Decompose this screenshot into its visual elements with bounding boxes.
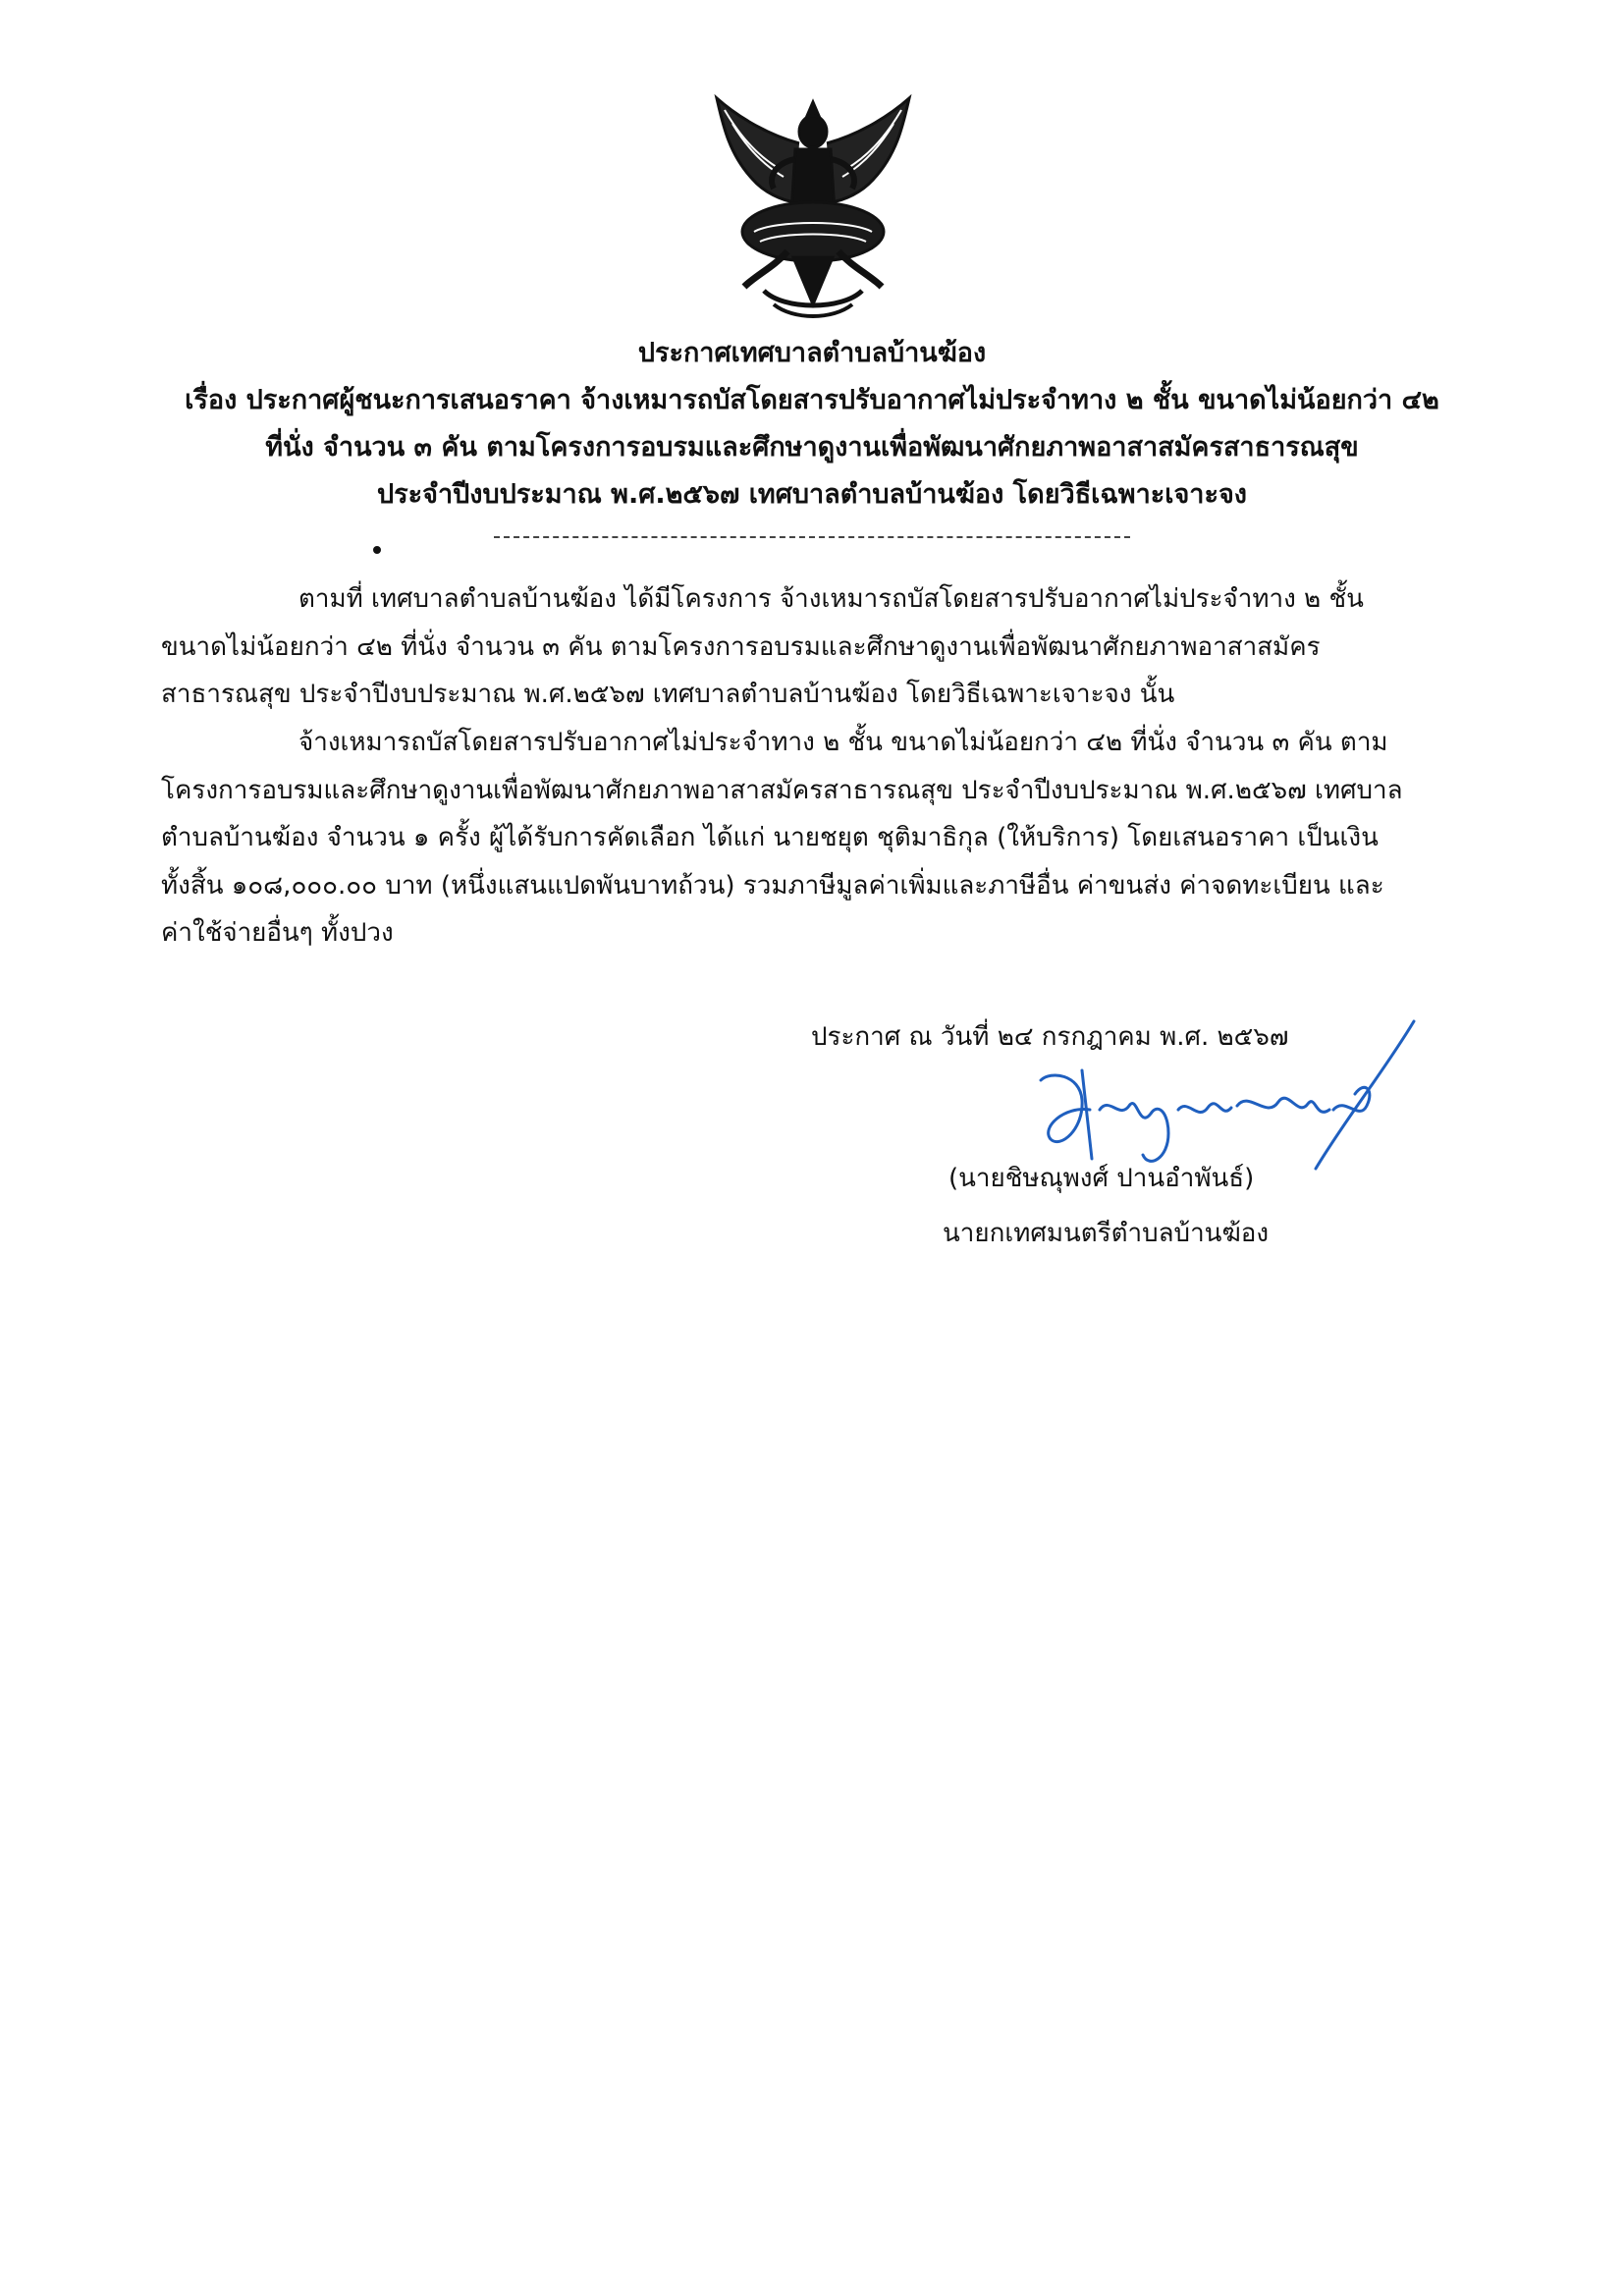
- title-line: เรื่อง ประกาศผู้ชนะการเสนอราคา จ้างเหมารถบัสโดยสารปรับอากาศไม่ประจำทาง ๒ ชั้น ขนาดไม่น้อยกว่า ๔๒: [185, 385, 1439, 415]
- paragraph-line: ทั้งสิ้น ๑๐๘,๐๐๐.๐๐ บาท (หนึ่งแสนแปดพันบาทถ้วน) รวมภาษีมูลค่าเพิ่มและภาษีอื่น ค่าขนส่ง ค่าจดทะเบียน และ: [161, 870, 1384, 901]
- title-line: ประจำปีงบประมาณ พ.ศ.๒๕๖๗ เทศบาลตำบลบ้านฆ้อง โดยวิธีเฉพาะเจาะจง: [377, 479, 1247, 510]
- ink-dot: [373, 546, 381, 554]
- paragraph-line: ค่าใช้จ่ายอื่นๆ ทั้งปวง: [161, 918, 394, 948]
- paragraph-1: [161, 575, 1467, 719]
- paragraph-line: จ้างเหมารถบัสโดยสารปรับอากาศไม่ประจำทาง ๒ ชั้น ขนาดไม่น้อยกว่า ๔๒ ที่นั่ง จำนวน ๓ คัน ตาม: [298, 728, 1388, 757]
- title-line: ที่นั่ง จำนวน ๓ คัน ตามโครงการอบรมและศึกษาดูงานเพื่อพัฒนาศักยภาพอาสาสมัครสาธารณสุข: [265, 432, 1359, 463]
- paragraph-2: [161, 719, 1467, 957]
- signer-name: (นายชิษณุพงศ์ ปานอำพันธ์): [948, 1164, 1255, 1193]
- paragraph-line: ตามที่ เทศบาลตำบลบ้านฆ้อง ได้มีโครงการ จ้างเหมารถบัสโดยสารปรับอากาศไม่ประจำทาง ๒ ชั้น: [298, 584, 1364, 614]
- paragraph-line: ขนาดไม่น้อยกว่า ๔๒ ที่นั่ง จำนวน ๓ คัน ตามโครงการอบรมและศึกษาดูงานเพื่อพัฒนาศักยภาพอาสาสมัคร: [161, 631, 1321, 662]
- garuda-emblem-icon: [705, 94, 921, 326]
- paragraph-line: สาธารณสุข ประจำปีงบประมาณ พ.ศ.๒๕๖๗ เทศบาลตำบลบ้านฆ้อง โดยวิธีเฉพาะเจาะจง นั้น: [161, 680, 1175, 709]
- paragraph-line: ตำบลบ้านฆ้อง จำนวน ๑ ครั้ง ผู้ได้รับการคัดเลือก ได้แก่ นายชยุต ชุติมาธิกุล (ให้บริการ) โดยเสนอราคา เป็นเงิน: [161, 823, 1379, 852]
- title-line: ประกาศเทศบาลตำบลบ้านฆ้อง: [637, 338, 987, 368]
- announcement-date: ประกาศ ณ วันที่ ๒๔ กรกฎาคม พ.ศ. ๒๕๖๗: [811, 1022, 1289, 1052]
- paragraph-line: โครงการอบรมและศึกษาดูงานเพื่อพัฒนาศักยภาพอาสาสมัครสาธารณสุข ประจำปีงบประมาณ พ.ศ.๒๕๖๗ เทศบาล: [161, 775, 1403, 805]
- announcement-title: [137, 330, 1487, 519]
- signer-position: นายกเทศมนตรีตำบลบ้านฆ้อง: [943, 1219, 1270, 1248]
- dashed-divider: [494, 536, 1130, 538]
